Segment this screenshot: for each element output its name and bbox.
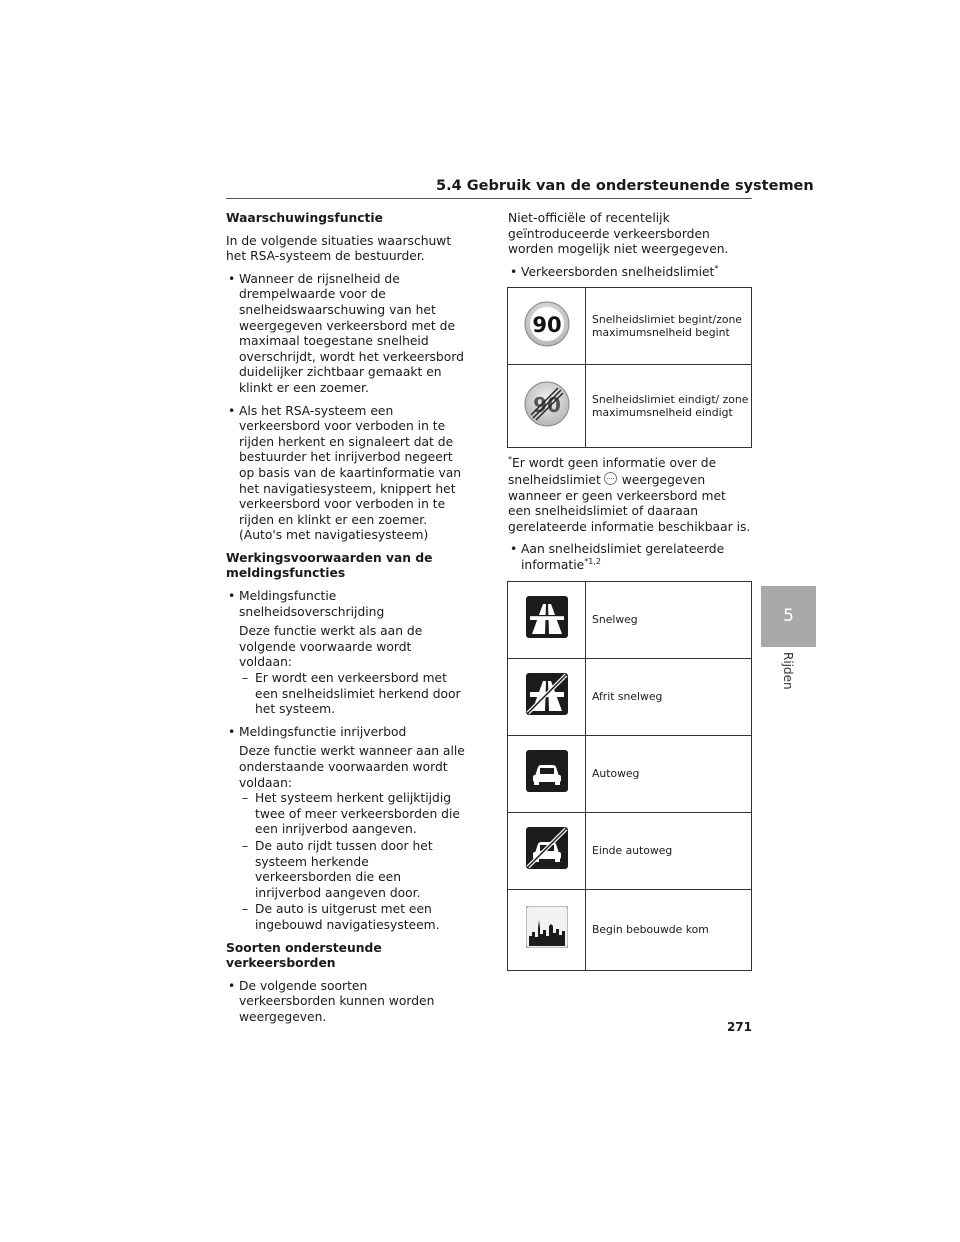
related-info-heading	[508, 542, 752, 573]
list-item-noentry	[226, 725, 466, 934]
chapter-tab-label: Rijden	[781, 652, 795, 690]
speed-limit-90-icon	[508, 288, 586, 365]
section-title: 5.4 Gebruik van de ondersteunende systemen	[436, 178, 814, 194]
left-column	[226, 211, 466, 1033]
noentry-text: Deze functie werkt wanneer aan alle onderstaande voorwaarden wordt voldaan:	[239, 744, 465, 790]
speed-signs-table	[507, 287, 752, 448]
chapter-tab[interactable]: 5	[761, 586, 816, 647]
condition-item: – De auto is uitgerust met een ingebouwd navigatiesysteem.	[239, 902, 466, 933]
speeding-text: Deze functie werkt als aan de volgende voorwaarde wordt voldaan:	[239, 624, 423, 670]
sign-label: Snelheidslimiet eindigt/ zone maximumsnelheid eindigt	[586, 365, 752, 448]
speed-signs-heading	[508, 265, 752, 281]
footnote-marker: *1,2	[584, 556, 601, 566]
conditions-heading: Werkingsvoorwaarden van de meldingsfuncties	[226, 550, 433, 581]
table-row	[508, 658, 752, 735]
list-item-speeding	[226, 589, 466, 718]
built-up-area-icon	[508, 889, 586, 970]
end-speed-limit-90-icon	[508, 365, 586, 448]
no-speed-info-icon	[604, 472, 617, 485]
sign-label: Autoweg	[586, 735, 752, 812]
list-item: • Wanneer de rijsnelheid de drempelwaarde voor de snelheidswaarschuwing van het weergegeven verkeersbord met de maximaal toegestane snelheid overschrijdt, wordt het verkeersbord duidelijker zichtbaar gemaakt en klinkt er een zoemer.	[226, 272, 466, 397]
related-signs-table	[507, 581, 752, 971]
end-expressway-icon	[508, 812, 586, 889]
table-row	[508, 735, 752, 812]
expressway-icon	[508, 735, 586, 812]
footnote-text-a: Er wordt geen informatie over de snelheidslimiet	[508, 456, 717, 487]
footnote-marker: *	[508, 455, 512, 465]
sign-label: Snelheidslimiet begint/zone maximumsnelheid begint	[586, 288, 752, 365]
footnote-text-b: weergegeven wanneer er geen verkeersbord met een snelheidslimiet of daaraan gerelateerde informatie beschikbaar is.	[508, 472, 751, 534]
sign-label: Afrit snelweg	[586, 658, 752, 735]
list-item: • Als het RSA-systeem een verkeersbord voor verboden in te rijden herkent en signaleert dat de bestuurder het inrijverbod negeert op basis van de kaartinformatie van het navigatiesysteem, knippert het verkeersbord voor verboden in te rijden en klinkt er een zoemer. (Auto's met navigatiesysteem)	[226, 404, 466, 544]
sign-label: Einde autoweg	[586, 812, 752, 889]
page-number: 271	[726, 1020, 752, 1034]
speeding-title: • Meldingsfunctie snelheidsoverschrijding	[239, 589, 385, 619]
end-motorway-icon	[508, 658, 586, 735]
condition-item: – De auto rijdt tussen door het systeem herkende verkeersborden die een inrijverbod aangeven door.	[239, 839, 466, 901]
sign-types-heading: Soorten ondersteunde verkeersborden	[226, 940, 382, 971]
sign-number: 90	[532, 393, 561, 418]
table-row	[508, 365, 752, 448]
unofficial-signs-note: Niet-officiële of recentelijk geïntroduceerde verkeersborden worden mogelijk niet weergegeven.	[508, 211, 729, 257]
warning-function-heading: Waarschuwingsfunctie	[226, 211, 383, 225]
table-row	[508, 288, 752, 365]
sign-label: Snelweg	[586, 581, 752, 658]
list-item: • De volgende soorten verkeersborden kunnen worden weergegeven.	[226, 979, 466, 1026]
table-row	[508, 812, 752, 889]
sign-number: 90	[531, 313, 562, 338]
header-divider	[226, 198, 752, 199]
table-row	[508, 889, 752, 970]
sign-label: Begin bebouwde kom	[586, 889, 752, 970]
noentry-title: • Meldingsfunctie inrijverbod	[239, 724, 407, 739]
footnote-marker: *	[714, 263, 719, 273]
right-column	[508, 211, 752, 979]
speed-signs-heading-text: Verkeersborden snelheidslimiet	[521, 264, 715, 279]
condition-item: – Het systeem herkent gelijktijdig twee of meer verkeersborden die een inrijverbod aangeven.	[239, 791, 466, 838]
motorway-icon	[508, 581, 586, 658]
related-info-heading-text: Aan snelheidslimiet gerelateerde informatie	[521, 542, 725, 572]
speed-limit-footnote	[508, 456, 752, 535]
table-row	[508, 581, 752, 658]
condition-item: – Er wordt een verkeersbord met een snelheidslimiet herkend door het systeem.	[239, 671, 466, 718]
warning-function-intro: In de volgende situaties waarschuwt het RSA-systeem de bestuurder.	[226, 233, 452, 264]
